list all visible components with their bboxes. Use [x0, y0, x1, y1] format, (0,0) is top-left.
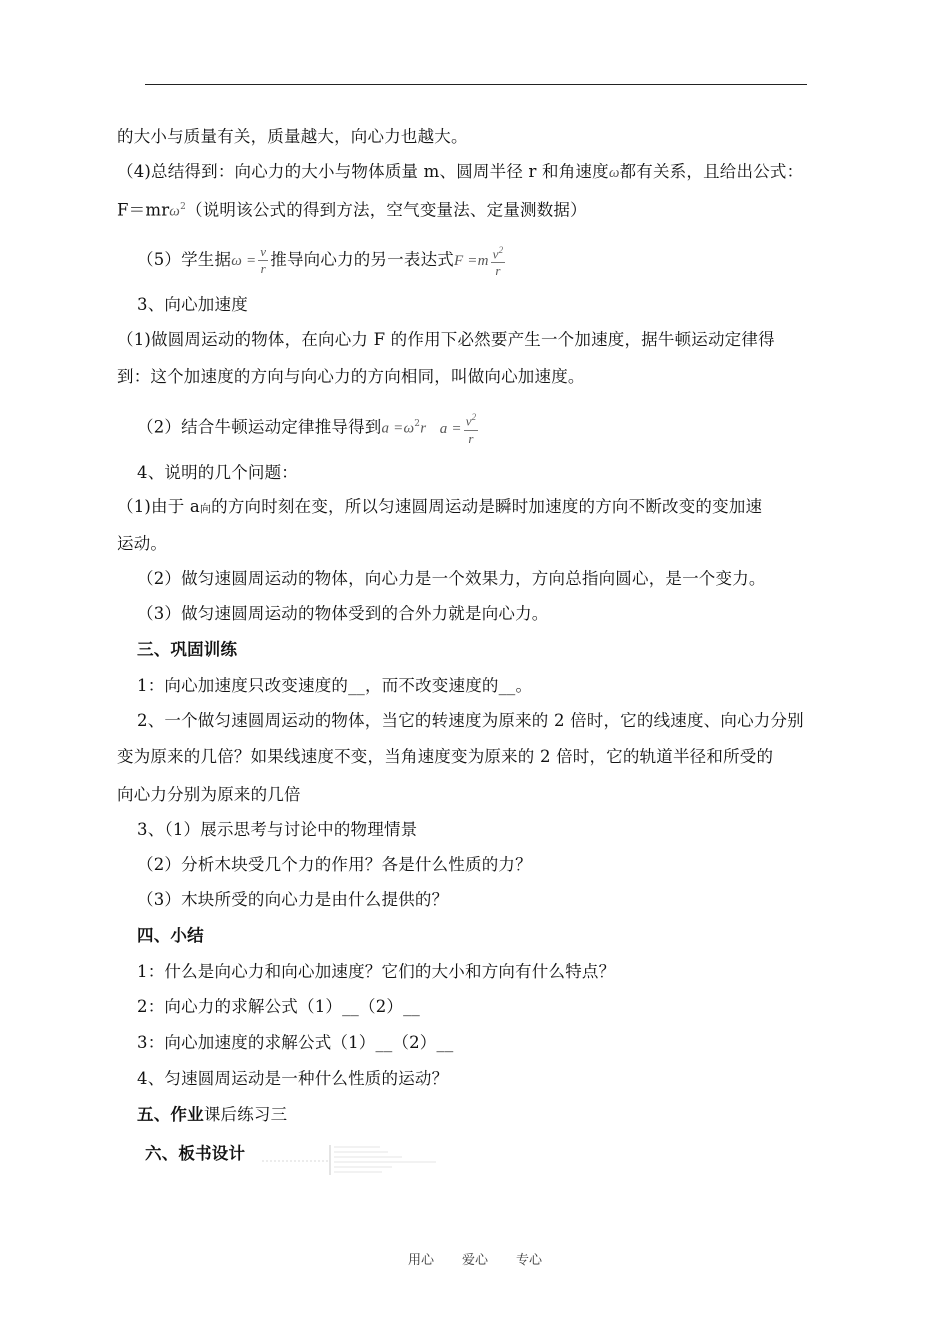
- text-line: [117, 367, 585, 387]
- text-line: [137, 240, 507, 280]
- numerator: [491, 242, 506, 263]
- fraction-v2-over-r: [464, 409, 479, 446]
- header-rule: [145, 84, 807, 85]
- text: （2）分析木块受几个力的作用？各是什么性质的力？: [137, 855, 532, 874]
- text: 2：向心力的求解公式（1）__（2）__: [137, 997, 420, 1016]
- formula-accel-1-r: r: [420, 420, 427, 437]
- text: 3、向心加速度: [137, 295, 248, 314]
- text-line: [137, 890, 448, 910]
- subscript: 向: [199, 502, 212, 515]
- text-line: [137, 820, 417, 840]
- section-heading: [137, 463, 298, 483]
- numerator: v: [260, 244, 267, 259]
- text-line: [137, 404, 480, 444]
- text: （2）结合牛顿运动定律推导得到: [137, 417, 382, 437]
- text-line: [137, 1069, 448, 1089]
- text: （1)做圆周运动的物体，在向心力 F 的作用下必然要产生一个加速度，据牛顿运动定律得: [117, 330, 775, 349]
- board-design-thumbnail: [262, 1141, 437, 1177]
- denominator: r: [468, 430, 474, 446]
- exponent: 2: [498, 244, 504, 255]
- text: （2）做匀速圆周运动的物体，向心力是一个效果力，方向总指向圆心，是一个变力。: [137, 569, 766, 588]
- text-line: [117, 197, 587, 222]
- text-line: [137, 962, 615, 982]
- section-heading: [137, 640, 237, 660]
- exponent: 2: [180, 202, 187, 212]
- text: 向心力分别为原来的几倍: [117, 785, 301, 804]
- text-line: [117, 785, 301, 805]
- text-line: [117, 162, 803, 183]
- text: （说明该公式的得到方法，空气变量法、定量测数据）: [186, 200, 587, 220]
- footer-text: 专心: [516, 1253, 543, 1268]
- section-heading: [145, 1144, 245, 1164]
- numerator-v: v: [492, 246, 499, 262]
- exponent: 2: [414, 419, 421, 429]
- denominator: r: [495, 263, 501, 279]
- section-heading: [137, 926, 204, 946]
- text-line: [137, 1033, 453, 1053]
- text: 2、一个做匀速圆周运动的物体，当它的转速度为原来的 2 倍时，它的线速度、向心力分别: [137, 711, 804, 730]
- text: （4)总结得到：向心力的大小与物体质量 m、圆周半径 r 和角速度: [117, 162, 609, 181]
- text-line: [117, 747, 773, 767]
- text: 六、板书设计: [145, 1144, 246, 1163]
- text: 3：向心加速度的求解公式（1）__（2）__: [137, 1033, 454, 1052]
- text: 运动。: [117, 534, 168, 553]
- text: 1：向心加速度只改变速度的__，而不改变速度的__。: [137, 676, 533, 695]
- formula-accel-2: a =: [439, 420, 462, 437]
- numerator: [464, 409, 479, 430]
- fraction-v2-over-r: [491, 242, 506, 279]
- exponent: 2: [471, 412, 477, 423]
- text-line: [117, 497, 762, 519]
- text-line: [137, 997, 420, 1017]
- text: 4、匀速圆周运动是一种什么性质的运动？: [137, 1069, 449, 1088]
- text: 四、小结: [137, 926, 204, 945]
- text: 3、（1）展示思考与讨论中的物理情景: [137, 820, 418, 839]
- text-line: [137, 569, 766, 589]
- section-heading: [137, 1105, 287, 1125]
- footer-text: 爱心: [461, 1253, 488, 1268]
- text-line: [117, 330, 775, 350]
- text-line: [117, 127, 468, 147]
- fraction-v-over-r: [258, 244, 268, 277]
- denominator: r: [260, 261, 266, 276]
- text: 三、巩固训练: [137, 640, 238, 659]
- text: 4、说明的几个问题：: [137, 463, 298, 482]
- text: （3）做匀速圆周运动的物体受到的合外力就是向心力。: [137, 604, 549, 623]
- text: （5）学生据: [137, 250, 232, 269]
- text: 推导向心力的另一表达式: [270, 250, 454, 269]
- text: F＝mr: [117, 200, 170, 220]
- text-line: [137, 604, 549, 624]
- text: 都有关系，且给出公式：: [619, 162, 804, 181]
- text: 课后练习三: [203, 1105, 288, 1124]
- text-line: [137, 676, 532, 696]
- text: （1)由于 a: [117, 497, 200, 516]
- formula-accel-1: a =ω: [381, 420, 415, 437]
- text: （3）木块所受的向心力是由什么提供的？: [137, 890, 449, 909]
- footer-text: 用心: [407, 1253, 434, 1268]
- text: 的方向时刻在变，所以匀速圆周运动是瞬时加速度的方向不断改变的变加速: [211, 497, 763, 516]
- section-heading: [137, 295, 248, 315]
- omega-symbol: ω: [169, 203, 181, 220]
- page-footer: [0, 1249, 950, 1268]
- text-line: [137, 711, 804, 731]
- omega-symbol: ω: [608, 165, 620, 181]
- formula-force: F =m: [453, 253, 489, 269]
- numerator-v: v: [465, 413, 472, 429]
- text: 到：这个加速度的方向与向心力的方向相同，叫做向心加速度。: [117, 367, 585, 386]
- formula-omega: ω =: [231, 253, 257, 269]
- text: 的大小与质量有关，质量越大，向心力也越大。: [117, 127, 468, 146]
- text: 1：什么是向心力和向心加速度？它们的大小和方向有什么特点？: [137, 962, 616, 981]
- text-line: [117, 534, 167, 554]
- text: 变为原来的几倍？如果线速度不变，当角速度变为原来的 2 倍时，它的轨道半径和所受的: [117, 747, 774, 766]
- text-line: [137, 855, 532, 875]
- text: 五、作业: [137, 1105, 204, 1124]
